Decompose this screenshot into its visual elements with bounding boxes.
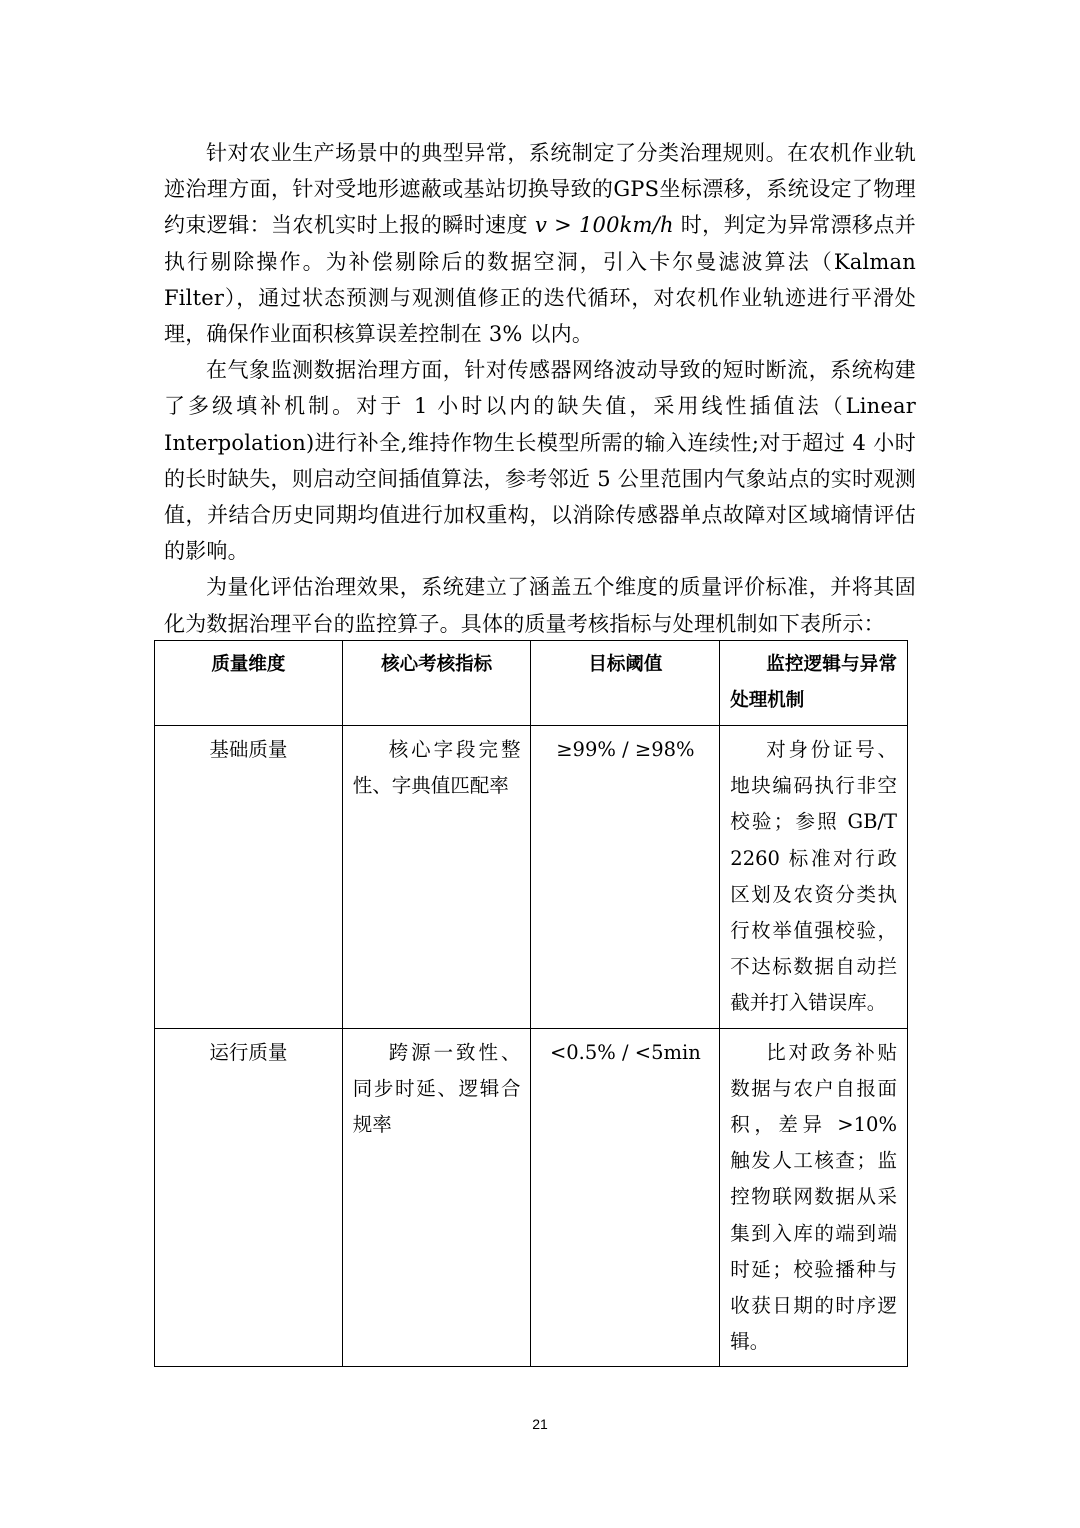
header-dimension: 质量维度 bbox=[155, 641, 343, 726]
cell-dimension: 运行质量 bbox=[155, 1028, 343, 1367]
page-number: 21 bbox=[532, 1416, 548, 1432]
paragraph-trajectory bbox=[164, 135, 916, 352]
paragraph-trajectory-continued: 时，判定为异常漂移点并执行剔除操作。为补偿剔除后的数据空洞，引入卡尔曼滤波算法（Kalman Filter），通过状态预测与观测值修正的迭代循环，对农机作业轨迹进行平滑处理，确保作业面积核算误差控制在 3% 以内。 bbox=[164, 213, 916, 347]
cell-indicator: 核心字段完整性、字典值匹配率 bbox=[342, 726, 531, 1029]
table-header-row bbox=[155, 641, 908, 726]
header-indicator: 核心考核指标 bbox=[342, 641, 531, 726]
paragraph-trajectory-text: 针对农业生产场景中的典型异常，系统制定了分类治理规则。在农机作业轨迹治理方面，针对受地形遮蔽或基站切换导致的GPS坐标漂移，系统设定了物理约束逻辑：当农机实时上报的瞬时速度 bbox=[164, 141, 916, 238]
table-row bbox=[155, 1028, 908, 1367]
cell-dimension: 基础质量 bbox=[155, 726, 343, 1029]
table-row bbox=[155, 726, 908, 1029]
quality-table bbox=[154, 640, 908, 1367]
cell-mechanism: 对身份证号、地块编码执行非空校验；参照 GB/T 2260 标准对行政区划及农资分类执行枚举值强校验，不达标数据自动拦截并打入错误库。 bbox=[720, 726, 908, 1029]
cell-mechanism: 比对政务补贴数据与农户自报面积，差异 >10% 触发人工核查；监控物联网数据从采集到入库的端到端时延；校验播种与收获日期的时序逻辑。 bbox=[720, 1028, 908, 1367]
header-mechanism: 监控逻辑与异常处理机制 bbox=[720, 641, 908, 726]
cell-threshold: <0.5% / <5min bbox=[531, 1028, 720, 1367]
cell-indicator: 跨源一致性、同步时延、逻辑合规率 bbox=[342, 1028, 531, 1367]
header-threshold: 目标阈值 bbox=[531, 641, 720, 726]
body-text bbox=[164, 135, 916, 642]
paragraph-quality-intro: 为量化评估治理效果，系统建立了涵盖五个维度的质量评价标准，并将其固化为数据治理平台的监控算子。具体的质量考核指标与处理机制如下表所示： bbox=[164, 575, 916, 636]
paragraph-weather: 在气象监测数据治理方面，针对传感器网络波动导致的短时断流，系统构建了多级填补机制。对于 1 小时以内的缺失值，采用线性插值法（Linear Interpolation)进行补全,维持作物生长模型所需的输入连续性;对于超过 4 小时的长时缺失，则启动空间插值算法，参考邻近 5 公里范围内气象站点的实时观测值，并结合历史同期均值进行加权重构，以消除传感器单点故障对区域墒情评估的影响。 bbox=[164, 358, 916, 564]
speed-formula: v > 100km/h bbox=[527, 213, 681, 238]
cell-threshold: ≥99% / ≥98% bbox=[531, 726, 720, 1029]
